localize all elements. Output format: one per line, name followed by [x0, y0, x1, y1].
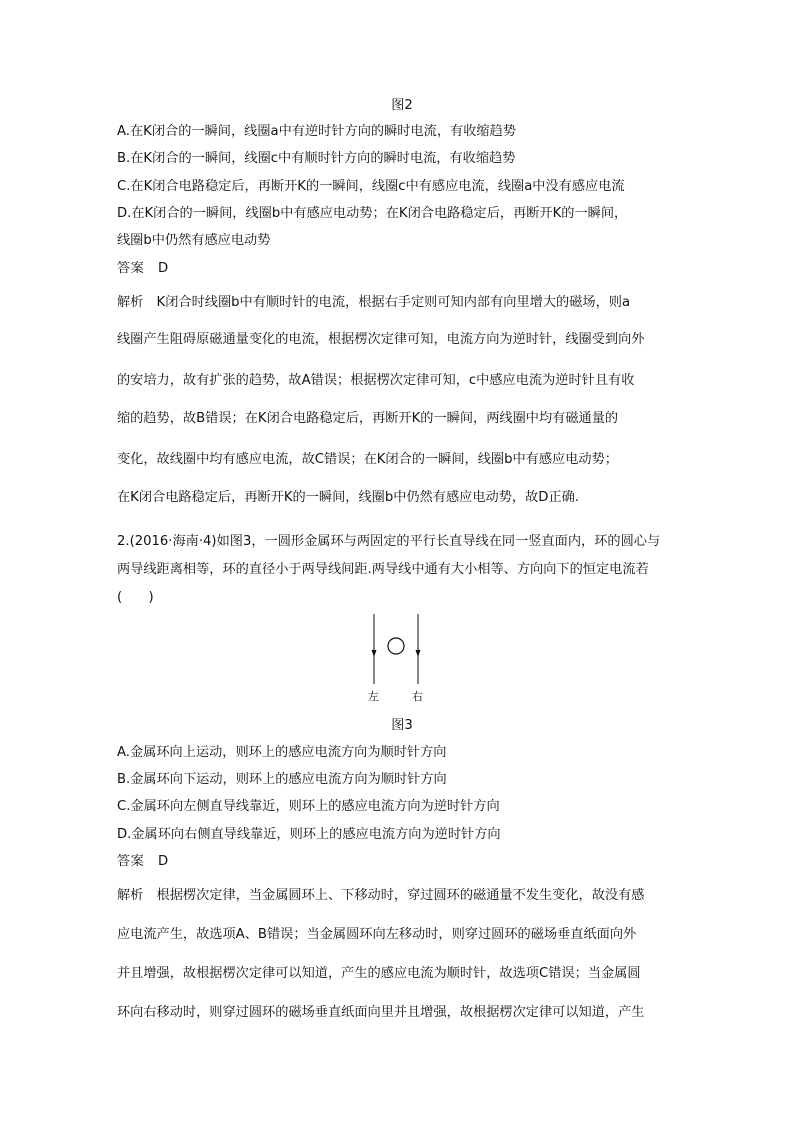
q1-option-c: C.在K闭合电路稳定后，再断开K的一瞬间，线圈c中有感应电流，线圈a中没有感应电流	[117, 179, 625, 194]
q2-stem-line: 两导线距离相等，环的直径小于两导线间距.两导线中通有大小相等、方向向下的恒定电流若	[117, 562, 649, 577]
q2-explanation-line: 环向右移动时，则穿过圆环的磁场垂直纸面向里并且增强，故根据楞次定律可以知道，产生	[117, 1005, 645, 1020]
q1-option-b: B.在K闭合的一瞬间，线圈c中有顺时针方向的瞬时电流，有收缩趋势	[117, 151, 516, 166]
q1-explanation-line: 变化，故线圈中均有感应电流，故C错误；在K闭合的一瞬间，线圈b中有感应电动势；	[117, 452, 618, 467]
fig3-label-right: 右	[412, 690, 423, 703]
q2-explanation-line: 应电流产生，故选项A、B错误；当金属圆环向左移动时，则穿过圆环的磁场垂直纸面向外	[117, 927, 637, 942]
q2-option-d: D.金属环向右侧直导线靠近，则环上的感应电流方向为逆时针方向	[117, 827, 501, 842]
q2-option-a: A.金属环向上运动，则环上的感应电流方向为顺时针方向	[117, 745, 447, 760]
right-wire-arrow-icon	[416, 650, 421, 657]
q1-explanation-line: 缩的趋势，故B错误；在K闭合电路稳定后，再断开K的一瞬间，两线圈中均有磁通量的	[117, 411, 619, 426]
fig3-label-left: 左	[368, 690, 379, 703]
q2-stem-blank: ( )	[117, 590, 154, 605]
q1-explanation-line: 在K闭合电路稳定后，再断开K的一瞬间，线圈b中仍然有感应电动势，故D正确.	[117, 490, 580, 505]
q2-stem-line: 2.(2016·海南·4)如图3，一圆形金属环与两固定的平行长直导线在同一竖直面内，环的圆心与	[117, 534, 661, 549]
q1-explanation-line: 线圈产生阻碍原磁通量变化的电流，根据楞次定律可知，电流方向为逆时针，线圈受到向外	[117, 332, 645, 347]
figure-3-caption: 图3	[391, 718, 413, 733]
q1-option-d-cont: 线圈b中仍然有感应电动势	[117, 233, 271, 248]
q1-answer: 答案 D	[117, 261, 169, 276]
metal-ring	[388, 638, 404, 654]
left-wire-arrow-icon	[372, 650, 377, 657]
q1-explanation-line: 解析 K闭合时线圈b中有顺时针的电流，根据右手定则可知内部有向里增大的磁场，则a	[117, 295, 631, 310]
q2-explanation-line: 并且增强，故根据楞次定律可以知道，产生的感应电流为顺时针，故选项C错误；当金属圆	[117, 966, 641, 981]
q1-option-d: D.在K闭合的一瞬间，线圈b中有感应电动势；在K闭合电路稳定后，再断开K的一瞬间，	[117, 206, 628, 221]
q2-option-b: B.金属环向下运动，则环上的感应电流方向为顺时针方向	[117, 772, 447, 787]
q2-explanation-line: 解析 根据楞次定律，当金属圆环上、下移动时，穿过圆环的磁通量不发生变化，故没有感	[117, 888, 645, 903]
q2-option-c: C.金属环向左侧直导线靠近，则环上的感应电流方向为逆时针方向	[117, 799, 500, 814]
figure-2-caption: 图2	[391, 98, 413, 113]
q2-answer: 答案 D	[117, 854, 169, 869]
q1-explanation-line: 的安培力，故有扩张的趋势，故A错误；根据楞次定律可知，c中感应电流为逆时针且有收	[117, 373, 635, 388]
q1-option-a: A.在K闭合的一瞬间，线圈a中有逆时针方向的瞬时电流，有收缩趋势	[117, 124, 516, 139]
